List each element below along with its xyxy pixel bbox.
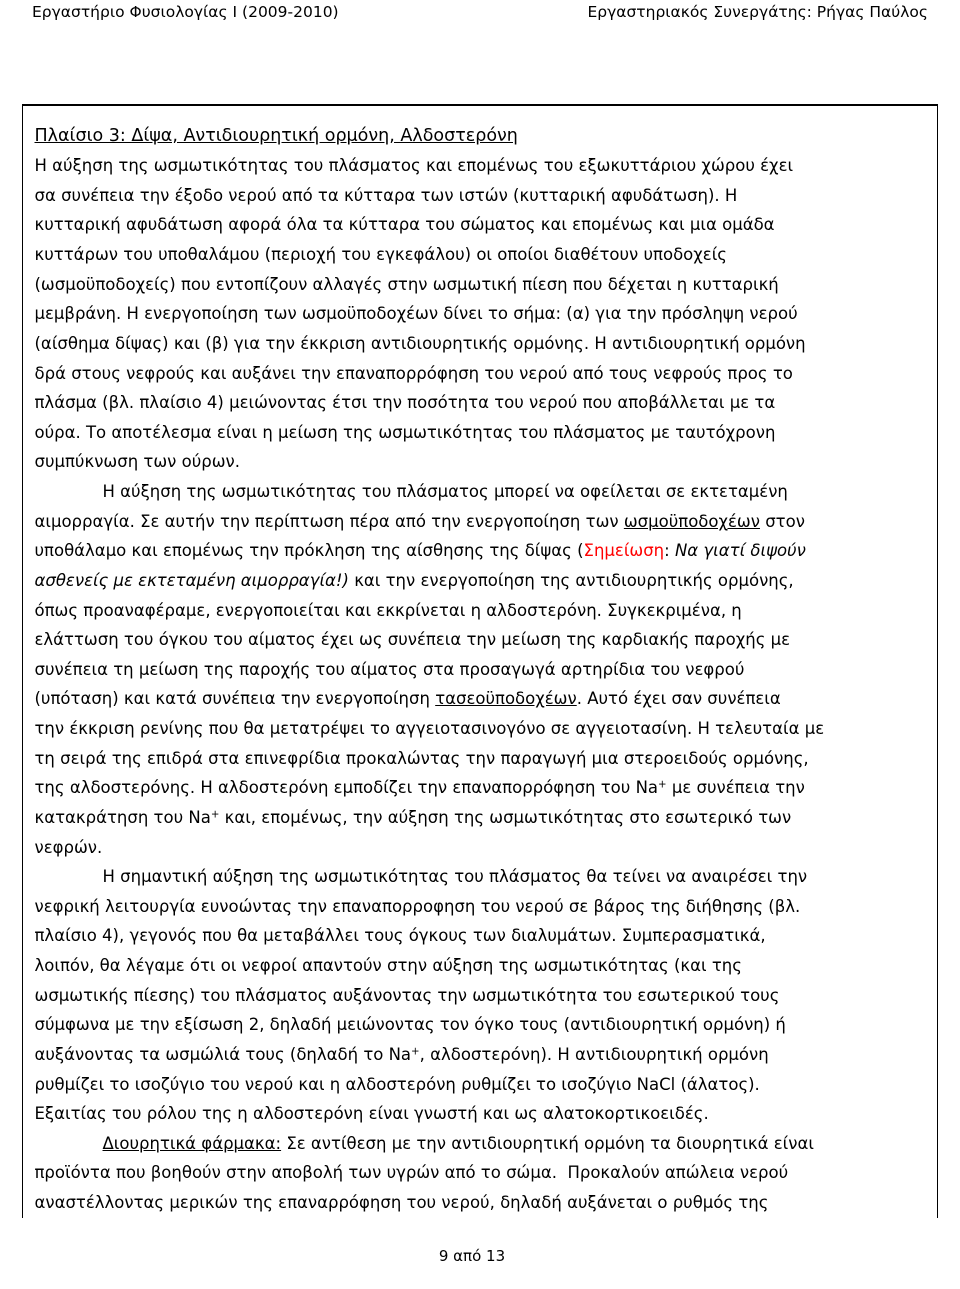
text-line: κυττάρων του υποθαλάμου (περιοχή του εγκεφάλου) οι οποίοι διαθέτουν υποδοχείς (34, 245, 727, 264)
text-line: νεφρών. (34, 837, 103, 857)
paragraph (35, 151, 825, 477)
text-line (35, 684, 825, 714)
page-header (22, 0, 938, 26)
note-label: Σημείωση (583, 541, 665, 561)
text-line: μεμβράνη. Η ενεργοποίηση των ωσμοϋποδοχέων δίνει το σήμα: (α) για την πρόσληψη νερού (34, 304, 798, 324)
text-line (35, 566, 825, 596)
text-line: (ωσμοϋποδοχείς) που εντοπίζουν αλλαγές στην ωσμωτική πίεση που δέχεται η κυτταρική (34, 274, 779, 294)
paragraph (35, 1129, 825, 1218)
box-body (35, 122, 825, 1218)
text-line: Η σημαντική αύξηση της ωσμωτικότητας του πλάσματος θα τείνει να αναιρέσει την (102, 867, 808, 887)
text-line (35, 803, 825, 833)
text-line (35, 1040, 825, 1070)
italic-remark: ασθενείς με εκτεταμένη αιμορραγία!) (34, 570, 349, 590)
text-line: Η αύξηση της ωσμωτικότητας του πλάσματος και επομένως του εξωκυττάριου χώρου έχει (34, 156, 794, 176)
paragraph (35, 862, 825, 1129)
text-line: ρυθμίζει το ισοζύγιο του νερού και η αλδοστερόνη ρυθμίζει το ισοζύγιο NaCl (άλατος). (34, 1074, 760, 1094)
underlined-term: Διουρητικά φάρμακα: (102, 1133, 282, 1153)
paragraph (35, 477, 825, 862)
text-line: προϊόντα που βοηθούν στην αποβολή των υγρών από το σώμα. Προκαλούν απώλεια νερού (34, 1163, 789, 1183)
text-segment: αυξάνοντας τα ωσμώλιά τους (δηλαδή το Na (34, 1044, 412, 1064)
text-line: ούρα. Το αποτέλεσμα είναι η μείωση της ωσμωτικότητας του πλάσματος με ταυτόχρονη (34, 422, 776, 442)
text-line: κυτταρική αφυδάτωση αφορά όλα τα κύτταρα του σώματος και επομένως και μια ομάδα (34, 215, 775, 235)
text-line: ελάττωση του όγκου του αίματος έχει ως συνέπεια την μείωση της καρδιακής παροχής με (34, 630, 791, 650)
text-line (35, 1129, 825, 1159)
text-segment: αιμορραγία. Σε αυτήν την περίπτωση πέρα από την ενεργοποίηση των (34, 511, 624, 531)
text-line (35, 536, 825, 566)
text-segment: της αλδοστερόνης. Η αλδοστερόνη εμποδίζει την επαναπορρόφηση του Na (34, 778, 659, 798)
text-segment: στον (759, 511, 805, 531)
text-line (35, 773, 825, 803)
text-segment: , αλδοστερόνη). Η αντιδιουρητική ορμόνη (419, 1044, 769, 1064)
superscript: + (411, 1046, 420, 1058)
text-line: πλαίσιο 4), γεγονός που θα μεταβάλλει τους όγκους των διαλυμάτων. Συμπερασματικά, (34, 926, 766, 946)
text-segment: υποθάλαμο και επομένως την πρόκληση της αίσθησης της δίψας ( (34, 541, 584, 561)
text-line: την έκκριση ρενίνης που θα μετατρέψει το αγγειοτασινογόνο σε αγγειοτασίνη. Η τελευταία με (34, 719, 825, 738)
text-segment: κατακράτηση του Na (34, 807, 211, 827)
text-segment: : (664, 541, 675, 561)
page-number: 9 από 13 (438, 1247, 506, 1265)
header-assistant-name: Εργαστηριακός Συνεργάτης: Ρήγας Παύλος (587, 3, 928, 21)
info-box (22, 104, 938, 1218)
text-segment: . Αυτό έχει σαν συνέπεια (576, 689, 781, 709)
underlined-term: ωσμοϋποδοχέων (623, 511, 760, 531)
text-line: νεφρική λειτουργία ευνοώντας την επαναπορροφηση του νερού σε βάρος της διήθησης (βλ. (34, 896, 801, 916)
text-segment: (υπόταση) και κατά συνέπεια την ενεργοποίηση (34, 689, 436, 709)
header-course-title: Εργαστήριο Φυσιολογίας Ι (2009-2010) (32, 3, 339, 21)
box-title: Πλαίσιο 3: Δίψα, Αντιδιουρητική ορμόνη, Αλδοστερόνη (34, 125, 518, 146)
text-line: δρά στους νεφρούς και αυξάνει την επαναπορρόφηση του νερού από τους νεφρούς προς το (34, 363, 793, 383)
text-segment: και, επομένως, την αύξηση της ωσμωτικότητας στο εσωτερικό των (219, 807, 792, 827)
text-line: σύμφωνα με την εξίσωση 2, δηλαδή μειώνοντας τον όγκο τους (αντιδιουρητική ορμόνη) ή (34, 1015, 786, 1035)
text-line: λοιπόν, θα λέγαμε ότι οι νεφροί απαντούν στην αύξηση της ωσμωτικότητας (και της (34, 956, 742, 975)
text-line: Εξαιτίας του ρόλου της η αλδοστερόνη είναι γνωστή και ως αλατοκορτικοειδές. (34, 1104, 709, 1124)
underlined-term: τασεοϋποδοχέων (435, 689, 577, 709)
superscript: + (210, 809, 220, 821)
text-line: (αίσθημα δίψας) και (β) για την έκκριση αντιδιουρητικής ορμόνης. Η αντιδιουρητική ορμόνη (34, 333, 806, 353)
text-segment: Σε αντίθεση με την αντιδιουρητική ορμόνη τα διουρητικά είναι (281, 1133, 814, 1153)
text-line: συνέπεια τη μείωση της παροχής του αίματος στα προσαγωγά αρτηρίδια του νεφρού (34, 659, 745, 679)
text-line: ωσμωτικής πίεσης) του πλάσματος αυξάνοντας την ωσμωτικότητα του εσωτερικού τους (34, 985, 780, 1005)
text-line: πλάσμα (βλ. πλαίσιο 4) μειώνοντας έτσι την ποσότητα του νερού που αποβάλλεται με τα (34, 393, 776, 413)
text-line: συμπύκνωση των ούρων. (34, 452, 241, 472)
text-line: αναστέλλοντας μερικών της επαναρρόφηση του νερού, δηλαδή αυξάνεται ο ρυθμός της (34, 1193, 769, 1212)
text-segment: με συνέπεια την (666, 778, 805, 798)
text-line: τη σειρά της επιδρά στα επινεφρίδια προκαλώντας την παραγωγή μια στεροειδούς ορμόνης, (34, 748, 809, 768)
text-line (35, 507, 825, 537)
italic-remark: Να γιατί διψούν (674, 541, 806, 561)
text-line: σα συνέπεια την έξοδο νερού από τα κύτταρα των ιστών (κυτταρική αφυδάτωση). Η (34, 185, 738, 205)
superscript: + (658, 779, 667, 791)
text-line: Η αύξηση της ωσμωτικότητας του πλάσματος μπορεί να οφείλεται σε εκτεταμένη (102, 482, 788, 501)
text-segment: και την ενεργοποίηση της αντιδιουρητικής ορμόνης, (348, 570, 794, 590)
text-line: όπως προαναφέραμε, ενεργοποιείται και εκκρίνεται η αλδοστερόνη. Συγκεκριμένα, η (34, 600, 742, 620)
